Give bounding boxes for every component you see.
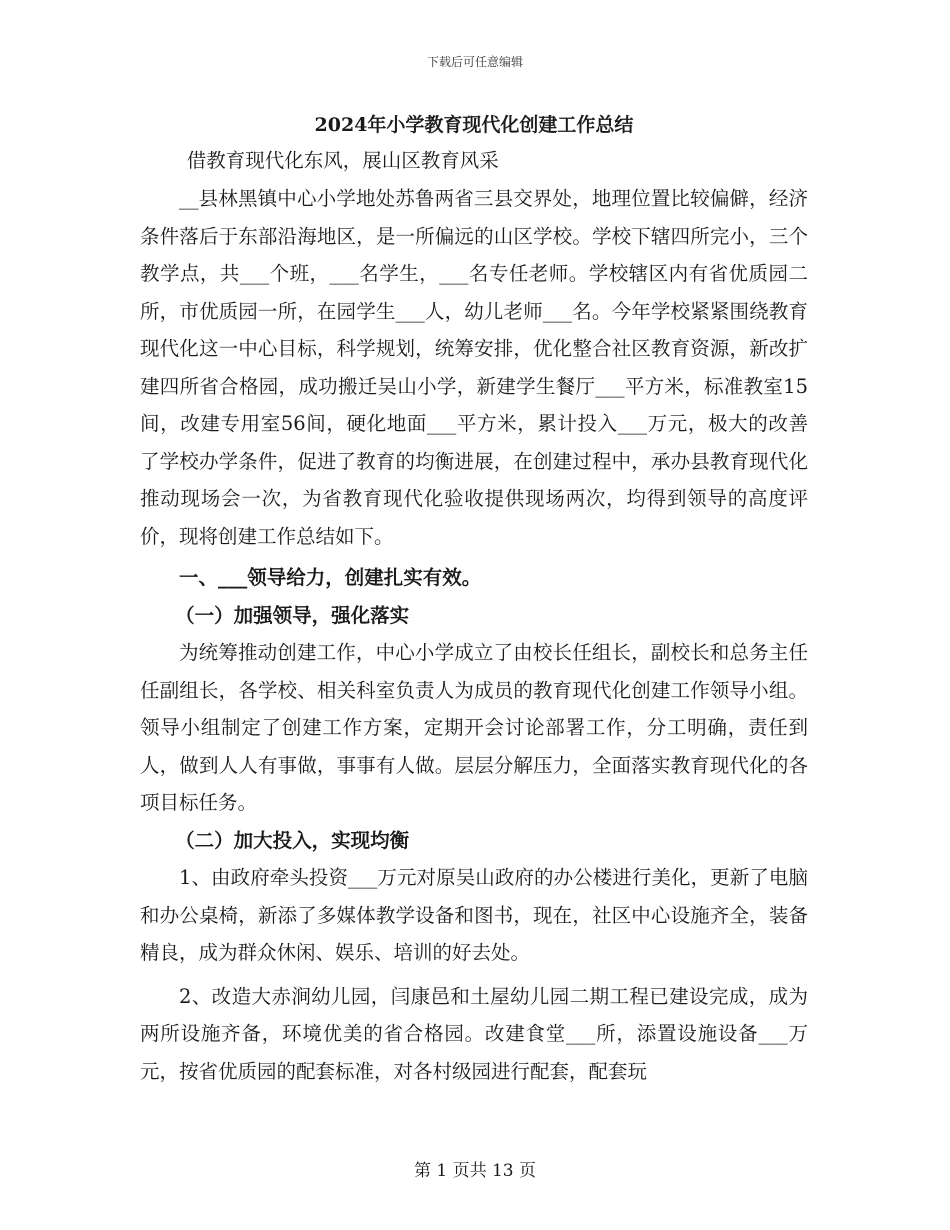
page-footer: 第 1 页共 13 页 bbox=[413, 1161, 537, 1181]
document-body bbox=[140, 112, 808, 1090]
document-title: 2024年小学教育现代化创建工作总结 bbox=[314, 114, 634, 136]
subsection-1-paragraph: 为统筹推动创建工作，中心小学成立了由校长任组长，副校长和总务主任任副组长，各学校、相关科室负责人为成员的教育现代化创建工作领导小组。领导小组制定了创建工作方案，定期开会讨论部署工作，分工明确，责任到人，做到人人有事做，事事有人做。层层分解压力，全面落实教育现代化的各项目标任务。 bbox=[140, 641, 808, 814]
subsection-heading-2: （二）加大投入，实现均衡 bbox=[175, 828, 410, 852]
document-subtitle: 借教育现代化东风，展山区教育风采 bbox=[186, 149, 499, 172]
intro-paragraph: __县林黑镇中心小学地处苏鲁两省三县交界处，地理位置比较偏僻，经济条件落后于东部沿海地区，是一所偏远的山区学校。学校下辖四所完小，三个教学点，共___个班，___名学生，___名专任老师。学校辖区内有省优质园二所，市优质园一所，在园学生___人，幼儿老师___名。今年学校紧紧围绕教育现代化这一中心目标，科学规划，统筹安排，优化整合社区教育资源，新改扩建四所省合格园，成功搬迁吴山小学，新建学生餐厅___平方米，标准教室15间，改建专用室56间，硬化地面___平方米，累计投入___万元，极大的改善了学校办学条件，促进了教育的均衡进展，在创建过程中，承办县教育现代化推动现场会一次，为省教育现代化验收提供现场两次，均得到领导的高度评价，现将创建工作总结如下。 bbox=[140, 187, 808, 548]
subsection-heading-1: （一）加强领导，强化落实 bbox=[175, 603, 410, 627]
header-note: 下载后可任意编辑 bbox=[426, 55, 523, 69]
section-heading-1: 一、___领导给力，创建扎实有效。 bbox=[179, 566, 482, 589]
subsection-2-paragraph-1: 1、由政府牵头投资___万元对原吴山政府的办公楼进行美化，更新了电脑和办公桌椅，新添了多媒体教学设备和图书，现在，社区中心设施齐全，装备精良，成为群众休闲、娱乐、培训的好去处。 bbox=[140, 866, 808, 964]
subsection-2-paragraph-2: 2、改造大赤涧幼儿园，闫康邑和土屋幼儿园二期工程已建设完成，成为两所设施齐备，环境优美的省合格园。改建食堂___所，添置设施设备___万元，按省优质园的配套标准，对各村级园进行配套，配套玩 bbox=[140, 984, 808, 1083]
